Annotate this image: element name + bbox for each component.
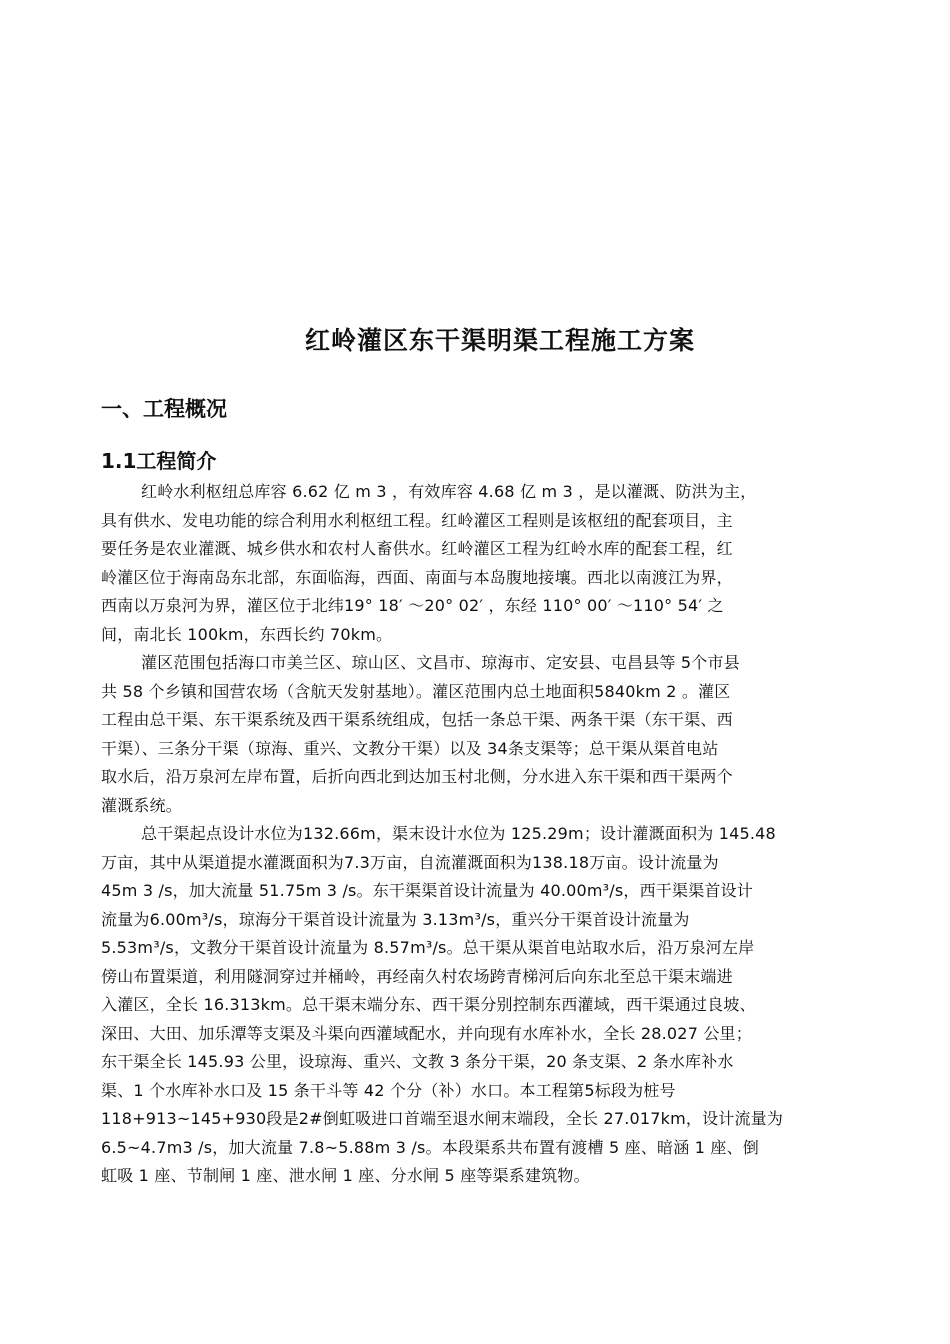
paragraph-line: 总干渠起点设计水位为132.66m，渠末设计水位为 125.29m；设计灌溉面积为 145.48 <box>141 824 776 843</box>
body-text <box>101 478 846 1191</box>
paragraph-line: 流量为6.00m³/s，琼海分干渠首设计流量为 3.13m³/s，重兴分干渠首设计流量为 <box>101 909 690 929</box>
paragraph-line: 红岭水利枢纽总库容 6.62 亿 m 3 ，有效库容 4.68 亿 m 3 ，是以灌溉、防洪为主， <box>141 482 757 501</box>
paragraph-line: 干渠）、三条分干渠（琼海、重兴、文教分干渠）以及 34条支渠等；总干渠从渠首电站 <box>101 738 719 758</box>
document-title: 红岭灌区东干渠明渠工程施工方案 <box>304 326 695 355</box>
paragraph-line: 45m 3 /s，加大流量 51.75m 3 /s。东干渠渠首设计流量为 40.00m³/s，西干渠渠首设计 <box>101 881 753 900</box>
paragraph-line: 万亩，其中从渠道提水灌溉面积为7.3万亩，自流灌溉面积为138.18万亩。设计流量为 <box>101 852 719 872</box>
paragraph-line: 傍山布置渠道，利用隧洞穿过并桶岭，再经南久村农场跨青梯河后向东北至总干渠末端进 <box>101 966 733 986</box>
paragraph-line: 西南以万泉河为界，灌区位于北纬19° 18′ ～20° 02′ ，东经 110° 00′ ～110° 54′ 之 <box>101 596 724 615</box>
paragraph-line: 具有供水、发电功能的综合利用水利枢纽工程。红岭灌区工程则是该枢纽的配套项目，主 <box>101 510 733 530</box>
paragraph-line: 入灌区，全长 16.313km。总干渠末端分东、西干渠分别控制东西灌域，西干渠通过良坡、 <box>101 995 756 1014</box>
paragraph-line: 灌区范围包括海口市美兰区、琼山区、文昌市、琼海市、定安县、屯昌县等 5个市县 <box>141 653 740 672</box>
paragraph-line: 工程由总干渠、东干渠系统及西干渠系统组成，包括一条总干渠、两条干渠（东干渠、西 <box>101 710 733 729</box>
paragraph-line: 共 58 个乡镇和国营农场（含航天发射基地）。灌区范围内总土地面积5840km 2 。灌区 <box>101 681 731 701</box>
section-heading: 一、工程概况 <box>101 397 227 421</box>
paragraph-line: 间，南北长 100km，东西长约 70km。 <box>101 624 393 644</box>
paragraph-line: 118+913~145+930段是2#倒虹吸进口首端至退水闸末端段，全长 27.017km，设计流量为 <box>101 1109 784 1128</box>
subsection-heading: 1.1工程简介 <box>101 449 217 473</box>
paragraph-line: 深田、大田、加乐潭等支渠及斗渠向西灌域配水，并向现有水库补水，全长 28.027 公里； <box>101 1023 752 1043</box>
paragraph-line: 要任务是农业灌溉、城乡供水和农村人畜供水。红岭灌区工程为红岭水库的配套工程，红 <box>101 539 733 558</box>
paragraph-line: 取水后，沿万泉河左岸布置，后折向西北到达加玉村北侧，分水进入东干渠和西干渠两个 <box>101 767 733 786</box>
paragraph-line: 6.5~4.7m3 /s，加大流量 7.8~5.88m 3 /s。本段渠系共布置有渡槽 5 座、暗涵 1 座、倒 <box>101 1137 760 1157</box>
paragraph-line: 渠、1 个水库补水口及 15 条干斗等 42 个分（补）水口。本工程第5标段为桩号 <box>101 1080 676 1100</box>
paragraph-line: 东干渠全长 145.93 公里，设琼海、重兴、文教 3 条分干渠，20 条支渠、2 条水库补水 <box>101 1052 734 1071</box>
paragraph-line: 灌溉系统。 <box>101 795 183 815</box>
paragraph-line: 虹吸 1 座、节制闸 1 座、泄水闸 1 座、分水闸 5 座等渠系建筑物。 <box>101 1166 590 1185</box>
paragraph-line: 5.53m³/s，文教分干渠首设计流量为 8.57m³/s。总干渠从渠首电站取水后，沿万泉河左岸 <box>101 938 755 957</box>
paragraph-line: 岭灌区位于海南岛东北部，东面临海，西面、南面与本岛腹地接壤。西北以南渡江为界， <box>101 567 733 587</box>
